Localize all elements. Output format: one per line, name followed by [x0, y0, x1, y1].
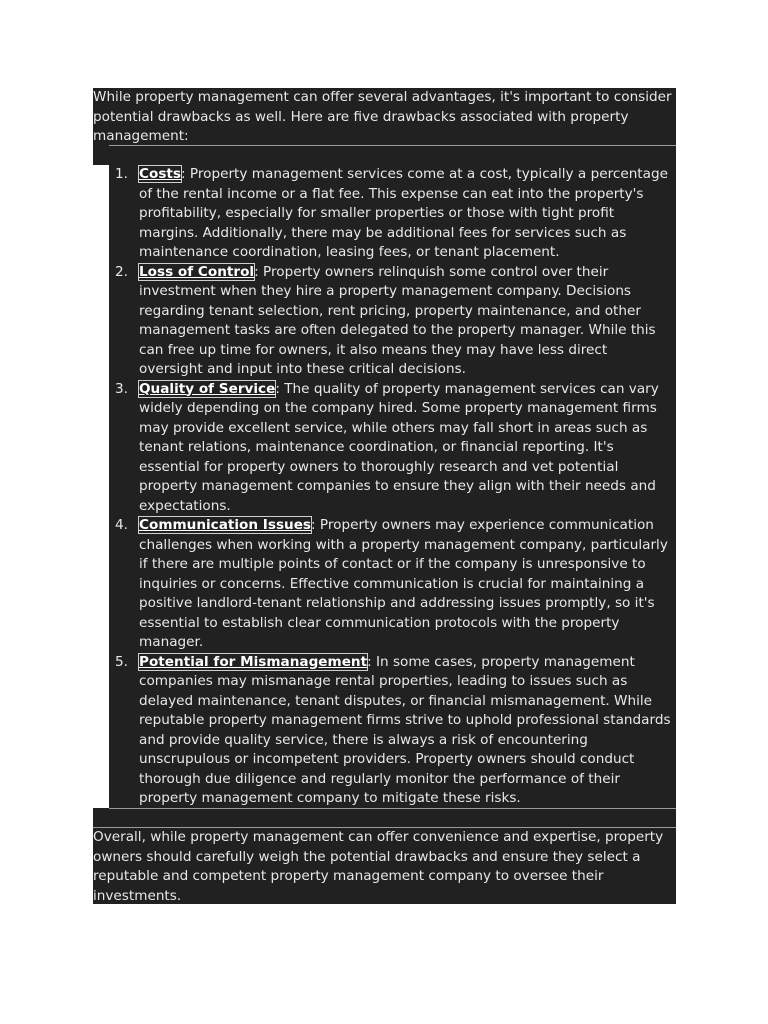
- list-bottom-spacer: [93, 808, 676, 828]
- list-top-spacer: [93, 145, 676, 165]
- drawback-description: : Property owners may experience communication challenges when working with a property management company, particularly if there are multiple points of contact or if the company is unresponsive to inquiries or concerns. Effective communication is crucial for maintaining a positive landlord-tenant relationship and addressing issues promptly, so it's essential to establish clear communication protocols with the property manager.: [139, 517, 668, 650]
- list-item: [109, 263, 676, 380]
- intro-paragraph-block: [93, 88, 676, 145]
- drawback-term: Quality of Service: [139, 380, 276, 397]
- drawbacks-list-block: [109, 165, 676, 808]
- intro-text: While property management can offer several advantages, it's important to consider potential drawbacks as well. Here are five drawbacks associated with property management:: [93, 89, 672, 144]
- list-item: [109, 380, 676, 517]
- drawbacks-list: [109, 165, 676, 809]
- drawback-description: : In some cases, property management companies may mismanage rental properties, leading to issues such as delayed maintenance, tenant disputes, or financial mismanagement. While reputable property management firms strive to uphold professional standards and provide quality service, there is always a risk of encountering unscrupulous or incompetent providers. Property owners should conduct thorough due diligence and regularly monitor the performance of their property management company to mitigate these risks.: [139, 653, 671, 806]
- drawback-description: : Property owners relinquish some control over their investment when they hire a property management company. Decisions regarding tenant selection, rent pricing, property maintenance, and other management tasks are often delegated to the property manager. While this can free up time for owners, it also means they may have less direct oversight and input into these critical decisions.: [139, 263, 656, 377]
- drawback-description: : Property management services come at a cost, typically a percentage of the rental income or a flat fee. This expense can eat into the property's profitability, especially for smaller properties or those with tight profit margins. Additionally, there may be additional fees for services such as maintenance coordination, leasing fees, or tenant placement.: [139, 166, 668, 260]
- list-number: 5.: [115, 653, 128, 670]
- drawback-term: Potential for Mismanagement: [139, 653, 368, 670]
- list-number: 2.: [115, 263, 128, 280]
- list-number: 3.: [115, 380, 128, 397]
- outro-text: Overall, while property management can offer convenience and expertise, property owners should carefully weigh the potential drawbacks and ensure they select a reputable and competent property management company to oversee their investments.: [93, 829, 664, 904]
- drawback-term: Communication Issues: [139, 517, 312, 533]
- divider: [109, 145, 676, 166]
- list-item: [109, 653, 676, 809]
- list-item: [109, 516, 676, 653]
- outro-paragraph-block: [93, 828, 676, 904]
- list-number: 4.: [115, 517, 128, 533]
- list-number: 1.: [115, 166, 128, 182]
- list-item: [109, 165, 676, 263]
- drawback-term: Costs: [139, 166, 181, 182]
- divider: [109, 808, 676, 809]
- drawback-description: : The quality of property management services can vary widely depending on the company hired. Some property management firms may provide excellent service, while others may fall short in areas such as tenant relations, maintenance coordination, or financial reporting. It's essential for property owners to thoroughly research and vet potential property management companies to ensure they align with their needs and expectations.: [139, 380, 659, 514]
- drawback-term: Loss of Control: [139, 263, 255, 280]
